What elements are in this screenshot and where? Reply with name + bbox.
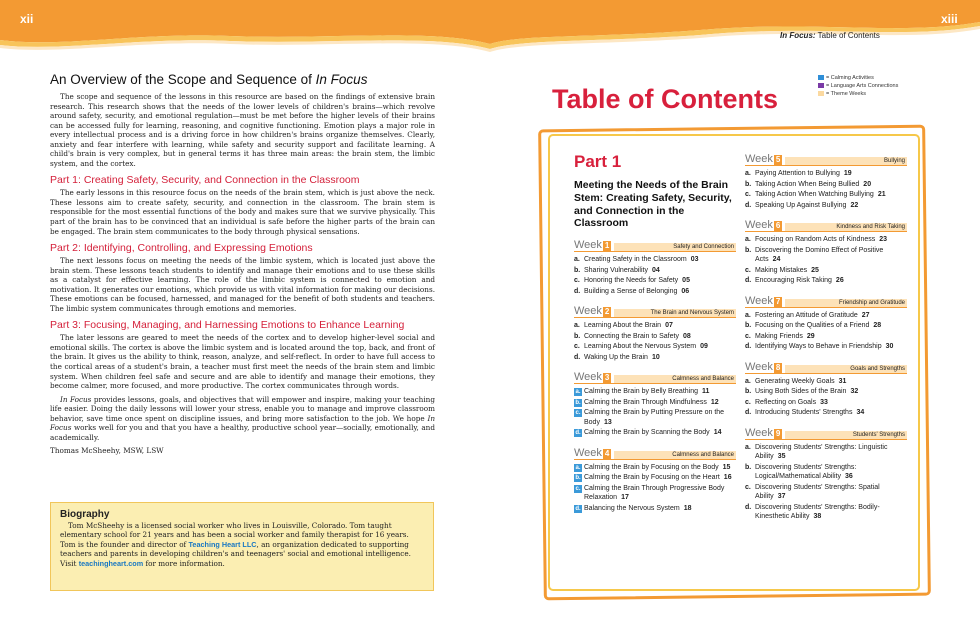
lesson-page-number: 38 <box>813 513 822 520</box>
lesson-title: Discovering Students' Strengths: Spatial Ability <box>755 483 880 500</box>
legend-swatch <box>818 83 824 88</box>
lesson-item[interactable] <box>745 342 907 352</box>
lesson-letter: c. <box>574 343 580 351</box>
lesson-item[interactable] <box>574 342 736 352</box>
legend-swatch <box>818 75 824 80</box>
lesson-page-number: 16 <box>723 474 732 482</box>
lesson-letter: a. <box>574 256 580 264</box>
lesson-page-number: 19 <box>843 170 852 177</box>
week-number: 3 <box>604 373 610 383</box>
week-header <box>745 294 907 308</box>
lesson-title: Building a Sense of Belonging <box>584 287 678 295</box>
week-header <box>574 238 736 252</box>
lesson-page-number: 15 <box>722 463 731 471</box>
lesson-title: Focusing on the Qualities of a Friend <box>755 322 870 329</box>
lesson-title: Discovering the Domino Effect of Positive Acts <box>755 246 884 263</box>
lesson-letter: b. <box>745 322 752 329</box>
lesson-page-number: 26 <box>835 277 844 284</box>
calming-activity-letter: b. <box>575 475 581 482</box>
lesson-page-number: 18 <box>683 504 692 512</box>
lesson-letter: c. <box>745 266 751 274</box>
lesson-letter: c. <box>745 483 751 491</box>
lesson-title: Taking Action When Watching Bullying <box>755 191 874 198</box>
lesson-page-number: 33 <box>820 398 828 406</box>
lesson-page-number: 29 <box>806 332 815 340</box>
biography-box <box>50 502 434 591</box>
week-label: Week <box>574 239 602 252</box>
lesson-item[interactable] <box>574 504 736 514</box>
week-theme: Calmness and Balance <box>614 451 736 459</box>
lesson-letter: a. <box>745 377 751 385</box>
lesson-page-number: 06 <box>681 287 690 295</box>
lesson-item[interactable] <box>574 387 736 397</box>
lesson-title: Paying Attention to Bullying <box>755 170 840 177</box>
lesson-title: Calming the Brain Through Mindfulness <box>584 398 707 406</box>
lesson-item[interactable] <box>745 169 907 179</box>
lesson-title: Connecting the Brain to Safety <box>584 332 679 340</box>
lesson-item[interactable] <box>574 398 736 408</box>
legend-swatch <box>818 91 824 96</box>
lesson-page-number: 04 <box>651 266 660 274</box>
week-theme: Safety and Connection <box>614 243 736 251</box>
lesson-item[interactable] <box>574 408 736 427</box>
lesson-title: Calming the Brain by Focusing on the Body <box>584 463 719 471</box>
org-link[interactable]: Teaching Heart LLC <box>188 539 257 549</box>
lesson-item[interactable] <box>574 255 736 265</box>
lesson-letter: d. <box>745 201 752 209</box>
legend-label: = Language Arts Connections <box>826 83 899 89</box>
week-label: Week <box>745 360 773 373</box>
decorative-header-band <box>0 0 980 60</box>
running-head: In Focus: Table of Contents <box>780 31 880 40</box>
part-title: Part 1 <box>574 152 622 171</box>
lesson-page-number: 22 <box>850 201 859 209</box>
week-number: 6 <box>775 221 781 230</box>
week-2-section <box>574 304 736 362</box>
website-link[interactable]: teachingheart.com <box>78 558 144 568</box>
calming-activity-letter: d. <box>575 505 581 512</box>
lesson-page-number: 11 <box>702 388 710 396</box>
lesson-title: Making Friends <box>755 332 803 340</box>
closing-paragraph: In Focus provides lessons, goals, and objectives that will empower and inspire, making your teaching life easier. Doing the daily lessons will lower your stress, enable you to manage and improve classroom behavior, save time once spent on discipline issues, and bring more satisfaction to the job. We hope In Focus works well for you and that you have a healthy, productive school year—socially, emotionally, and academically. <box>50 394 435 442</box>
week-theme: Goals and Strengths <box>785 365 907 373</box>
lesson-letter: d. <box>574 287 581 295</box>
week-label: Week <box>574 446 602 459</box>
lesson-item[interactable] <box>574 287 736 297</box>
lesson-title: Creating Safety in the Classroom <box>584 256 687 264</box>
lesson-page-number: 25 <box>811 266 819 274</box>
lesson-title: Introducing Students' Strengths <box>755 409 853 416</box>
lesson-letter: c. <box>574 277 580 285</box>
lesson-page-number: 17 <box>621 494 629 502</box>
week-theme: Friendship and Gratitude <box>785 299 907 307</box>
lesson-item[interactable] <box>745 235 907 245</box>
lesson-item[interactable] <box>745 246 907 265</box>
lesson-title: Using Both Sides of the Brain <box>755 388 847 395</box>
week-6-section <box>745 218 907 286</box>
lesson-letter: a. <box>745 443 751 451</box>
legend-item <box>818 82 898 90</box>
lesson-item[interactable] <box>745 377 907 387</box>
week-label: Week <box>574 371 602 384</box>
lesson-title: Calming the Brain by Focusing on the Heart <box>584 474 720 482</box>
lesson-page-number: 27 <box>861 311 870 319</box>
lesson-letter: c. <box>745 332 751 340</box>
biography-title: Biography <box>60 509 110 520</box>
part3-heading: Part 3: Focusing, Managing, and Harnessing Emotions to Enhance Learning <box>50 319 405 332</box>
lesson-page-number: 24 <box>772 256 781 263</box>
lesson-item[interactable] <box>574 276 736 286</box>
lesson-page-number: 20 <box>863 180 872 188</box>
legend-item <box>818 90 898 98</box>
lesson-page-number: 13 <box>603 418 612 426</box>
calming-activity-letter: c. <box>575 410 581 417</box>
lesson-letter: a. <box>745 311 751 319</box>
week-9-section <box>745 426 907 522</box>
lesson-item[interactable] <box>745 276 907 286</box>
lesson-title: Calming the Brain Through Progressive Body Relaxation <box>584 484 725 502</box>
left-page-number: xii <box>20 12 34 26</box>
week-theme: The Brain and Nervous System <box>614 309 736 317</box>
lesson-letter: b. <box>574 332 581 340</box>
lesson-item[interactable] <box>745 266 907 276</box>
week-label: Week <box>745 153 773 165</box>
week-8-section <box>745 360 907 418</box>
week-header <box>745 152 907 166</box>
lesson-page-number: 34 <box>856 409 865 416</box>
lesson-page-number: 21 <box>877 191 886 198</box>
lesson-title: Discovering Students' Strengths: Logical/Mathematical Ability <box>755 463 857 480</box>
lesson-item[interactable] <box>574 463 736 473</box>
lesson-letter: a. <box>745 170 751 177</box>
lesson-item[interactable] <box>574 321 736 331</box>
week-number: 9 <box>775 428 781 438</box>
lesson-item[interactable] <box>745 311 907 321</box>
overview-title: An Overview of the Scope and Sequence of In Focus <box>50 72 368 87</box>
lesson-title: Encouraging Risk Taking <box>755 277 832 284</box>
week-header <box>574 304 736 318</box>
lesson-letter: c. <box>745 398 751 406</box>
lesson-page-number: 09 <box>700 343 708 351</box>
lesson-title: Discovering Students' Strengths: Bodily-Kinesthetic Ability <box>755 503 880 520</box>
week-theme: Bullying <box>785 157 907 165</box>
part2-heading: Part 2: Identifying, Controlling, and Expressing Emotions <box>50 242 313 255</box>
lesson-item[interactable] <box>745 463 907 482</box>
week-3-section <box>574 370 736 438</box>
lesson-letter: b. <box>745 180 752 188</box>
lesson-item[interactable] <box>745 190 907 200</box>
toc-title: Table of Contents <box>552 84 778 114</box>
lesson-page-number: 23 <box>879 236 888 243</box>
lesson-item[interactable] <box>745 398 907 408</box>
legend-label: = Calming Activities <box>826 75 874 81</box>
lesson-page-number: 03 <box>690 256 699 264</box>
lesson-item[interactable] <box>745 332 907 342</box>
lesson-letter: d. <box>745 409 752 416</box>
week-1-section <box>574 238 736 296</box>
week-theme: Calmness and Balance <box>614 375 736 383</box>
lesson-page-number: 36 <box>845 473 853 480</box>
lesson-letter: d. <box>745 343 752 350</box>
week-4-section <box>574 446 736 514</box>
author-signature: Thomas McSheehy, MSW, LSW <box>50 446 164 456</box>
lesson-letter: d. <box>745 503 752 511</box>
part1-text: The early lessons in this resource focus on the needs of the brain stem, which is just above the neck. These lessons aim to create safety, security, and connection in the classroom. The brain stem is responsible for the most essential functions of the body and makes sure that we survive physically. This part of the brain has to be convinced that an individual is safe before the higher parts of the brain can be engaged. The brain stem communicates to the body through physical sensations. <box>50 188 435 236</box>
lesson-item[interactable] <box>574 484 736 503</box>
lesson-title: Learning About the Brain <box>584 322 662 330</box>
toc-column-left <box>574 152 736 513</box>
overview-section <box>50 72 435 456</box>
lesson-title: Reflecting on Goals <box>755 398 817 406</box>
lesson-letter: b. <box>745 246 752 254</box>
lesson-item[interactable] <box>745 387 907 397</box>
lesson-title: Calming the Brain by Putting Pressure on the Body <box>584 409 725 426</box>
lesson-page-number: 12 <box>710 398 719 406</box>
lesson-item[interactable] <box>745 408 907 418</box>
lesson-title: Honoring the Needs for Safety <box>584 277 679 285</box>
week-number: 4 <box>604 448 610 458</box>
lesson-page-number: 32 <box>850 388 859 395</box>
lesson-item[interactable] <box>574 353 736 363</box>
week-number: 1 <box>604 241 610 251</box>
lesson-item[interactable] <box>574 428 736 438</box>
week-header <box>745 360 907 374</box>
lesson-title: Fostering an Attitude of Gratitude <box>755 311 858 319</box>
lesson-title: Balancing the Nervous System <box>584 504 680 512</box>
week-label: Week <box>745 294 773 307</box>
lesson-item[interactable] <box>745 443 907 462</box>
lesson-title: Calming the Brain by Belly Breathing <box>584 388 699 396</box>
overview-intro: The scope and sequence of the lessons in this resource are based on the findings of extensive brain research. This research shows that the needs of the lower levels of children's brains—which revolve around safety, security, and emotional regulation—must be met before the higher levels of their brains can be accessed fully for learning, reasoning, and cognitive functioning. Emotion plays a major role in every intellectual process and is a driving force in how children's brains organize themselves. Clearly, anxiety and fear interfere with learning, while safety and security support and facilitate learning. A child's brain is very complex, but in general terms it has three main areas: the brain stem, the limbic system, and the cortex. <box>50 92 435 168</box>
legend <box>818 74 898 98</box>
lesson-page-number: 35 <box>777 453 786 460</box>
toc-column-right <box>745 152 907 522</box>
lesson-title: Taking Action When Being Bullied <box>755 180 860 188</box>
lesson-title: Discovering Students' Strengths: Linguistic Ability <box>755 443 888 460</box>
lesson-letter: b. <box>574 266 581 274</box>
lesson-item[interactable] <box>574 332 736 342</box>
lesson-title: Learning About the Nervous System <box>584 343 697 351</box>
lesson-title: Sharing Vulnerability <box>584 266 648 274</box>
week-theme: Students' Strengths <box>785 431 907 439</box>
lesson-item[interactable] <box>745 503 907 522</box>
lesson-page-number: 31 <box>838 377 847 385</box>
calming-activity-letter: b. <box>575 399 581 406</box>
calming-activity-letter: d. <box>575 430 581 437</box>
lesson-page-number: 08 <box>682 332 691 340</box>
lesson-title: Making Mistakes <box>755 266 808 274</box>
lesson-letter: c. <box>745 191 751 198</box>
week-label: Week <box>745 219 773 231</box>
week-5-section <box>745 152 907 210</box>
part2-text: The next lessons focus on meeting the needs of the limbic system, which is located just above the brain stem. These lessons teach students to identify and manage their emotions and to use these skills as a catalyst for effective learning. The role of the limbic system is connected to emotion and motivation. It generates our emotions, which provide us with vital information for making our decisions. These emotions can be focused, harnessed, and managed for the benefit of both students and teachers. The limbic system communicates through emotions and memories. <box>50 256 435 313</box>
part-subtitle: Meeting the Needs of the Brain Stem: Creating Safety, Security, and Connection in the Classroom <box>574 179 732 230</box>
lesson-letter: b. <box>745 463 752 471</box>
week-7-section <box>745 294 907 352</box>
lesson-title: Calming the Brain by Scanning the Body <box>584 429 710 437</box>
lesson-page-number: 28 <box>873 322 882 329</box>
week-label: Week <box>745 426 773 439</box>
lesson-item[interactable] <box>745 321 907 331</box>
lesson-letter: d. <box>745 277 752 284</box>
lesson-item[interactable] <box>745 180 907 190</box>
lesson-page-number: 14 <box>713 429 722 437</box>
biography-text: Tom McSheehy is a licensed social worker who lives in Louisville, Colorado. Tom taught elementary school for 21 years and has been a social worker and family therapist for 16 years. Tom is the founder and director of Teaching Heart LLC, an organization dedicated to supporting teachers and parents in developing children's and teenagers' social and emotional intelligence. Visit teachingheart.com for more information. <box>60 521 411 568</box>
lesson-letter: a. <box>574 322 580 330</box>
calming-activity-letter: a. <box>575 389 581 396</box>
legend-label: = Theme Weeks <box>826 91 866 97</box>
lesson-letter: a. <box>745 236 751 243</box>
lesson-page-number: 30 <box>885 343 894 350</box>
right-page-number: xiii <box>941 12 958 26</box>
lesson-page-number: 05 <box>682 277 690 285</box>
lesson-title: Identifying Ways to Behave in Friendship <box>755 343 882 350</box>
lesson-title: Focusing on Random Acts of Kindness <box>755 236 876 243</box>
week-header <box>745 426 907 440</box>
lesson-page-number: 07 <box>665 322 673 330</box>
lesson-letter: b. <box>745 388 752 395</box>
week-theme: Kindness and Risk Taking <box>785 223 907 231</box>
week-header <box>574 446 736 460</box>
week-number: 5 <box>775 155 781 164</box>
legend-item <box>818 74 898 82</box>
lesson-title: Speaking Up Against Bullying <box>755 201 847 209</box>
week-header <box>745 218 907 232</box>
lesson-page-number: 10 <box>651 353 660 361</box>
lesson-title: Waking Up the Brain <box>584 353 648 361</box>
week-number: 2 <box>604 307 610 317</box>
lesson-item[interactable] <box>745 201 907 211</box>
lesson-title: Generating Weekly Goals <box>755 377 835 385</box>
lesson-item[interactable] <box>574 473 736 483</box>
lesson-item[interactable] <box>574 266 736 276</box>
part1-heading: Part 1: Creating Safety, Security, and Connection in the Classroom <box>50 174 360 187</box>
calming-activity-letter: c. <box>575 485 581 492</box>
week-number: 8 <box>775 362 781 372</box>
week-number: 7 <box>775 296 781 306</box>
calming-activity-letter: a. <box>575 464 581 471</box>
lesson-page-number: 37 <box>777 493 786 500</box>
lesson-letter: d. <box>574 353 581 361</box>
week-label: Week <box>574 305 602 318</box>
part3-text: The later lessons are geared to meet the needs of the cortex and to develop higher-level social and emotional skills. The cortex is above the limbic system and is located around the top, back, and front of the brain. It gives us the ability to think, reason, analyze, and self-reflect. In order to have full access to the cortical areas of a student's brain, a teacher must first meet the needs of the brain stem and limbic system. When children feel safe and secure and are able to identify and manage their emotions, they become calmer, more focused, and more productive. The cortex communicates through words. <box>50 333 435 391</box>
week-header <box>574 370 736 384</box>
lesson-item[interactable] <box>745 483 907 502</box>
